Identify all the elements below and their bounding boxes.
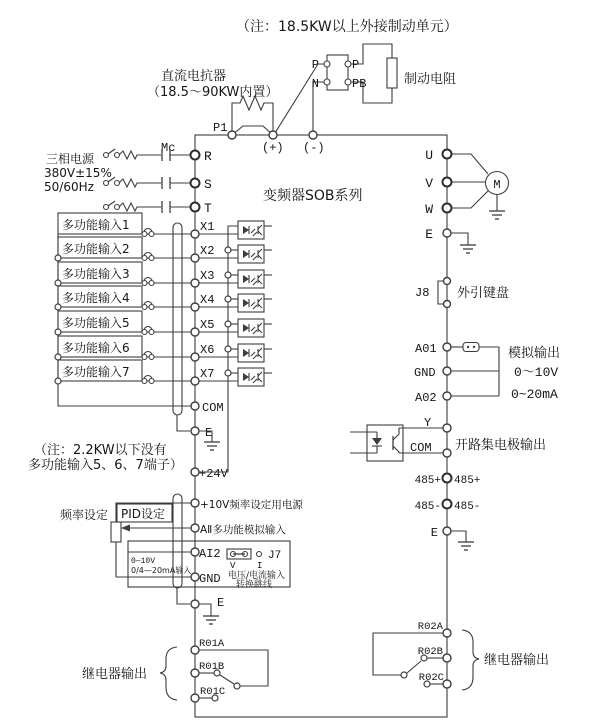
pid-set-label: PID设定 [121, 507, 166, 521]
svg-text:R: R [204, 149, 212, 164]
freq-set-label: 频率设定 [60, 508, 109, 522]
keypad-section [415, 278, 509, 308]
note-inputs-line1: （注：2.2KW以下没有 [34, 443, 167, 458]
terminal-plus [269, 131, 277, 139]
dc-bus-terminals [213, 121, 325, 155]
terminal-x5 [191, 328, 199, 336]
svg-text:P: P [311, 58, 319, 72]
svg-text:多功能输入4: 多功能输入4 [62, 291, 130, 305]
svg-text:(+): (+) [262, 141, 284, 155]
svg-text:R01A: R01A [199, 638, 225, 650]
terminal-ai2 [191, 548, 199, 556]
terminal-r01a [191, 646, 199, 654]
terminal-24v [191, 468, 199, 476]
svg-text:E: E [205, 426, 213, 440]
braking-resistor-icon [387, 58, 397, 88]
terminal-minus [309, 131, 317, 139]
svg-text:R02C: R02C [418, 672, 444, 684]
svg-text:485-: 485- [454, 501, 481, 513]
wiper-arrow-icon [121, 525, 130, 532]
relay2-section [373, 621, 549, 690]
svg-text:R02A: R02A [417, 621, 443, 633]
shielded-cable-icon [173, 223, 182, 415]
svg-text:X1: X1 [200, 220, 215, 234]
svg-text:485+: 485+ [454, 475, 481, 487]
svg-text:AⅡ多功能模拟输入: AⅡ多功能模拟输入 [200, 524, 286, 536]
svg-text:P: P [352, 58, 360, 72]
potentiometer-icon [111, 522, 121, 542]
svg-text:M: M [493, 178, 501, 192]
terminal-x6 [191, 353, 199, 361]
jumper-j7-label: J7 [268, 550, 282, 562]
svg-text:电压/电流输入: 电压/电流输入 [228, 571, 286, 581]
terminal-r02c [443, 680, 451, 688]
svg-text:直流电抗器: 直流电抗器 [161, 69, 227, 84]
svg-text:COM: COM [202, 401, 224, 415]
svg-text:+24V: +24V [199, 467, 228, 481]
jumper-bar-icon [232, 126, 273, 135]
optocoupler-icon [238, 270, 272, 288]
terminal-x1 [191, 230, 199, 238]
terminal-gnd-right [443, 367, 451, 375]
relay2-label: 继电器输出 [484, 653, 550, 668]
note-braking-unit: （注：18.5KW以上外接制动单元） [236, 19, 458, 35]
ground-icon [451, 531, 474, 550]
svg-text:X4: X4 [200, 293, 215, 307]
svg-text:P1: P1 [213, 121, 228, 135]
terminal-485p [443, 474, 452, 483]
svg-text:R01B: R01B [199, 661, 225, 673]
terminal-t [191, 203, 200, 212]
optocoupler-icon [238, 368, 272, 386]
svg-text:0—10V: 0—10V [131, 557, 156, 566]
svg-text:I: I [257, 561, 263, 571]
svg-text:PB: PB [352, 77, 367, 91]
terminal-r [191, 151, 200, 160]
terminal-v [443, 178, 452, 187]
svg-text:R02B: R02B [417, 646, 443, 658]
oc-output-label: 开路集电极输出 [455, 438, 547, 453]
svg-text:V: V [230, 561, 236, 571]
relay1-section [82, 638, 268, 702]
terminal-ai1 [191, 524, 199, 532]
brace-icon [160, 647, 177, 700]
ground-icon [199, 604, 219, 624]
terminal-x2 [191, 254, 199, 262]
terminal-com [191, 402, 199, 410]
svg-text:V: V [425, 176, 433, 191]
terminal-u [443, 150, 452, 159]
braking-unit [275, 44, 456, 135]
svg-text:J8: J8 [415, 286, 430, 300]
terminal-e-left2 [191, 600, 199, 608]
svg-text:多功能输入5: 多功能输入5 [62, 316, 130, 330]
svg-text:AI2: AI2 [199, 547, 221, 561]
terminal-com-right [443, 449, 451, 457]
terminal-w [443, 204, 452, 213]
svg-text:485+: 485+ [414, 475, 441, 487]
svg-text:0~20mA: 0~20mA [511, 387, 558, 402]
motor-output-section [425, 148, 508, 253]
open-collector-section [350, 416, 546, 461]
inverter-outline [195, 135, 447, 717]
svg-text:X5: X5 [200, 318, 215, 332]
terminal-r01c [191, 694, 199, 702]
ground-icon [489, 195, 505, 220]
terminal-r02b [443, 654, 451, 662]
svg-text:多功能输入2: 多功能输入2 [62, 242, 130, 256]
power-source-label: 三相电源 [46, 152, 95, 166]
svg-text:GND: GND [199, 572, 221, 586]
svg-text:COM: COM [410, 441, 432, 455]
optocoupler-icon [238, 245, 272, 263]
meter-icon [463, 343, 479, 352]
svg-text:T: T [204, 201, 212, 216]
power-input-section [44, 141, 212, 216]
optocoupler-icon [238, 319, 272, 337]
svg-text:多功能输入6: 多功能输入6 [62, 341, 130, 355]
terminal-y [443, 424, 451, 432]
analog-output-title: 模拟输出 [508, 346, 561, 361]
analog-output-section [414, 342, 560, 405]
contactor-label: Mc [161, 141, 176, 155]
terminal-a02 [443, 392, 451, 400]
svg-text:Y: Y [424, 416, 432, 430]
svg-text:X3: X3 [200, 269, 215, 283]
terminal-s [191, 179, 200, 188]
terminal-j8-a [444, 278, 451, 285]
svg-text:0～10V: 0～10V [514, 365, 559, 380]
optocoupler-icon [367, 425, 403, 461]
power-freq-label: 50/60Hz [44, 180, 94, 194]
optocoupler-icon [238, 344, 272, 362]
keypad-label: 外引键盘 [457, 286, 510, 301]
phase-line-s [104, 177, 192, 189]
svg-text:R01C: R01C [200, 686, 226, 698]
svg-text:X6: X6 [200, 343, 215, 357]
terminal-x4 [191, 303, 199, 311]
svg-text:0/4—20mA输入: 0/4—20mA输入 [131, 566, 192, 575]
note-inputs-line2: 多功能输入5、6、7端子） [28, 458, 183, 473]
svg-text:(-): (-) [303, 141, 325, 155]
optocoupler-icon [238, 294, 272, 312]
svg-text:N: N [311, 77, 319, 91]
svg-text:多功能输入3: 多功能输入3 [62, 267, 130, 281]
svg-text:多功能输入1: 多功能输入1 [62, 218, 130, 232]
svg-text:X2: X2 [200, 244, 215, 258]
svg-text:S: S [204, 177, 212, 192]
terminal-e-left1 [191, 427, 199, 435]
braking-unit-box [327, 55, 348, 90]
terminal-x3 [191, 279, 199, 287]
brace-icon [462, 630, 479, 690]
terminal-r02a [443, 629, 451, 637]
svg-text:（18.5～90KW内置）: （18.5～90KW内置） [147, 85, 279, 100]
svg-text:A01: A01 [415, 342, 437, 356]
terminal-e-right1 [443, 229, 451, 237]
svg-text:E: E [217, 596, 225, 610]
svg-text:485-: 485- [414, 501, 441, 513]
terminal-10v [191, 499, 199, 507]
jumper-j7-icon [227, 549, 262, 571]
terminal-a01 [443, 343, 451, 351]
terminal-r01b [191, 669, 199, 677]
digital-inputs-section [28, 213, 272, 481]
svg-text:A02: A02 [415, 391, 437, 405]
ground-icon [451, 233, 476, 253]
power-voltage-label: 380V±15% [44, 166, 112, 180]
svg-text:多功能输入7: 多功能输入7 [62, 365, 130, 379]
svg-text:E: E [430, 526, 438, 540]
svg-text:转换跳线: 转换跳线 [236, 580, 273, 590]
relay1-label: 继电器输出 [82, 667, 148, 682]
terminal-e-right2 [443, 527, 451, 535]
svg-text:U: U [425, 148, 433, 163]
analog-input-section [60, 494, 303, 624]
svg-text:+10V频率设定用电源: +10V频率设定用电源 [200, 499, 303, 511]
optocoupler-icon [238, 221, 272, 239]
svg-text:X7: X7 [200, 367, 215, 381]
svg-text:E: E [425, 227, 433, 242]
terminal-gnd-left [191, 573, 199, 581]
svg-text:W: W [425, 202, 433, 217]
terminal-j8-b [444, 301, 451, 308]
braking-resistor-label: 制动电阻 [404, 72, 457, 87]
phase-line-r [104, 149, 192, 161]
terminal-485n [443, 500, 452, 509]
inverter-title: 变频器SOB系列 [263, 188, 363, 204]
terminal-p1 [228, 131, 236, 139]
phase-line-t [104, 201, 192, 213]
svg-text:GND: GND [414, 366, 436, 380]
terminal-x7 [191, 377, 199, 385]
